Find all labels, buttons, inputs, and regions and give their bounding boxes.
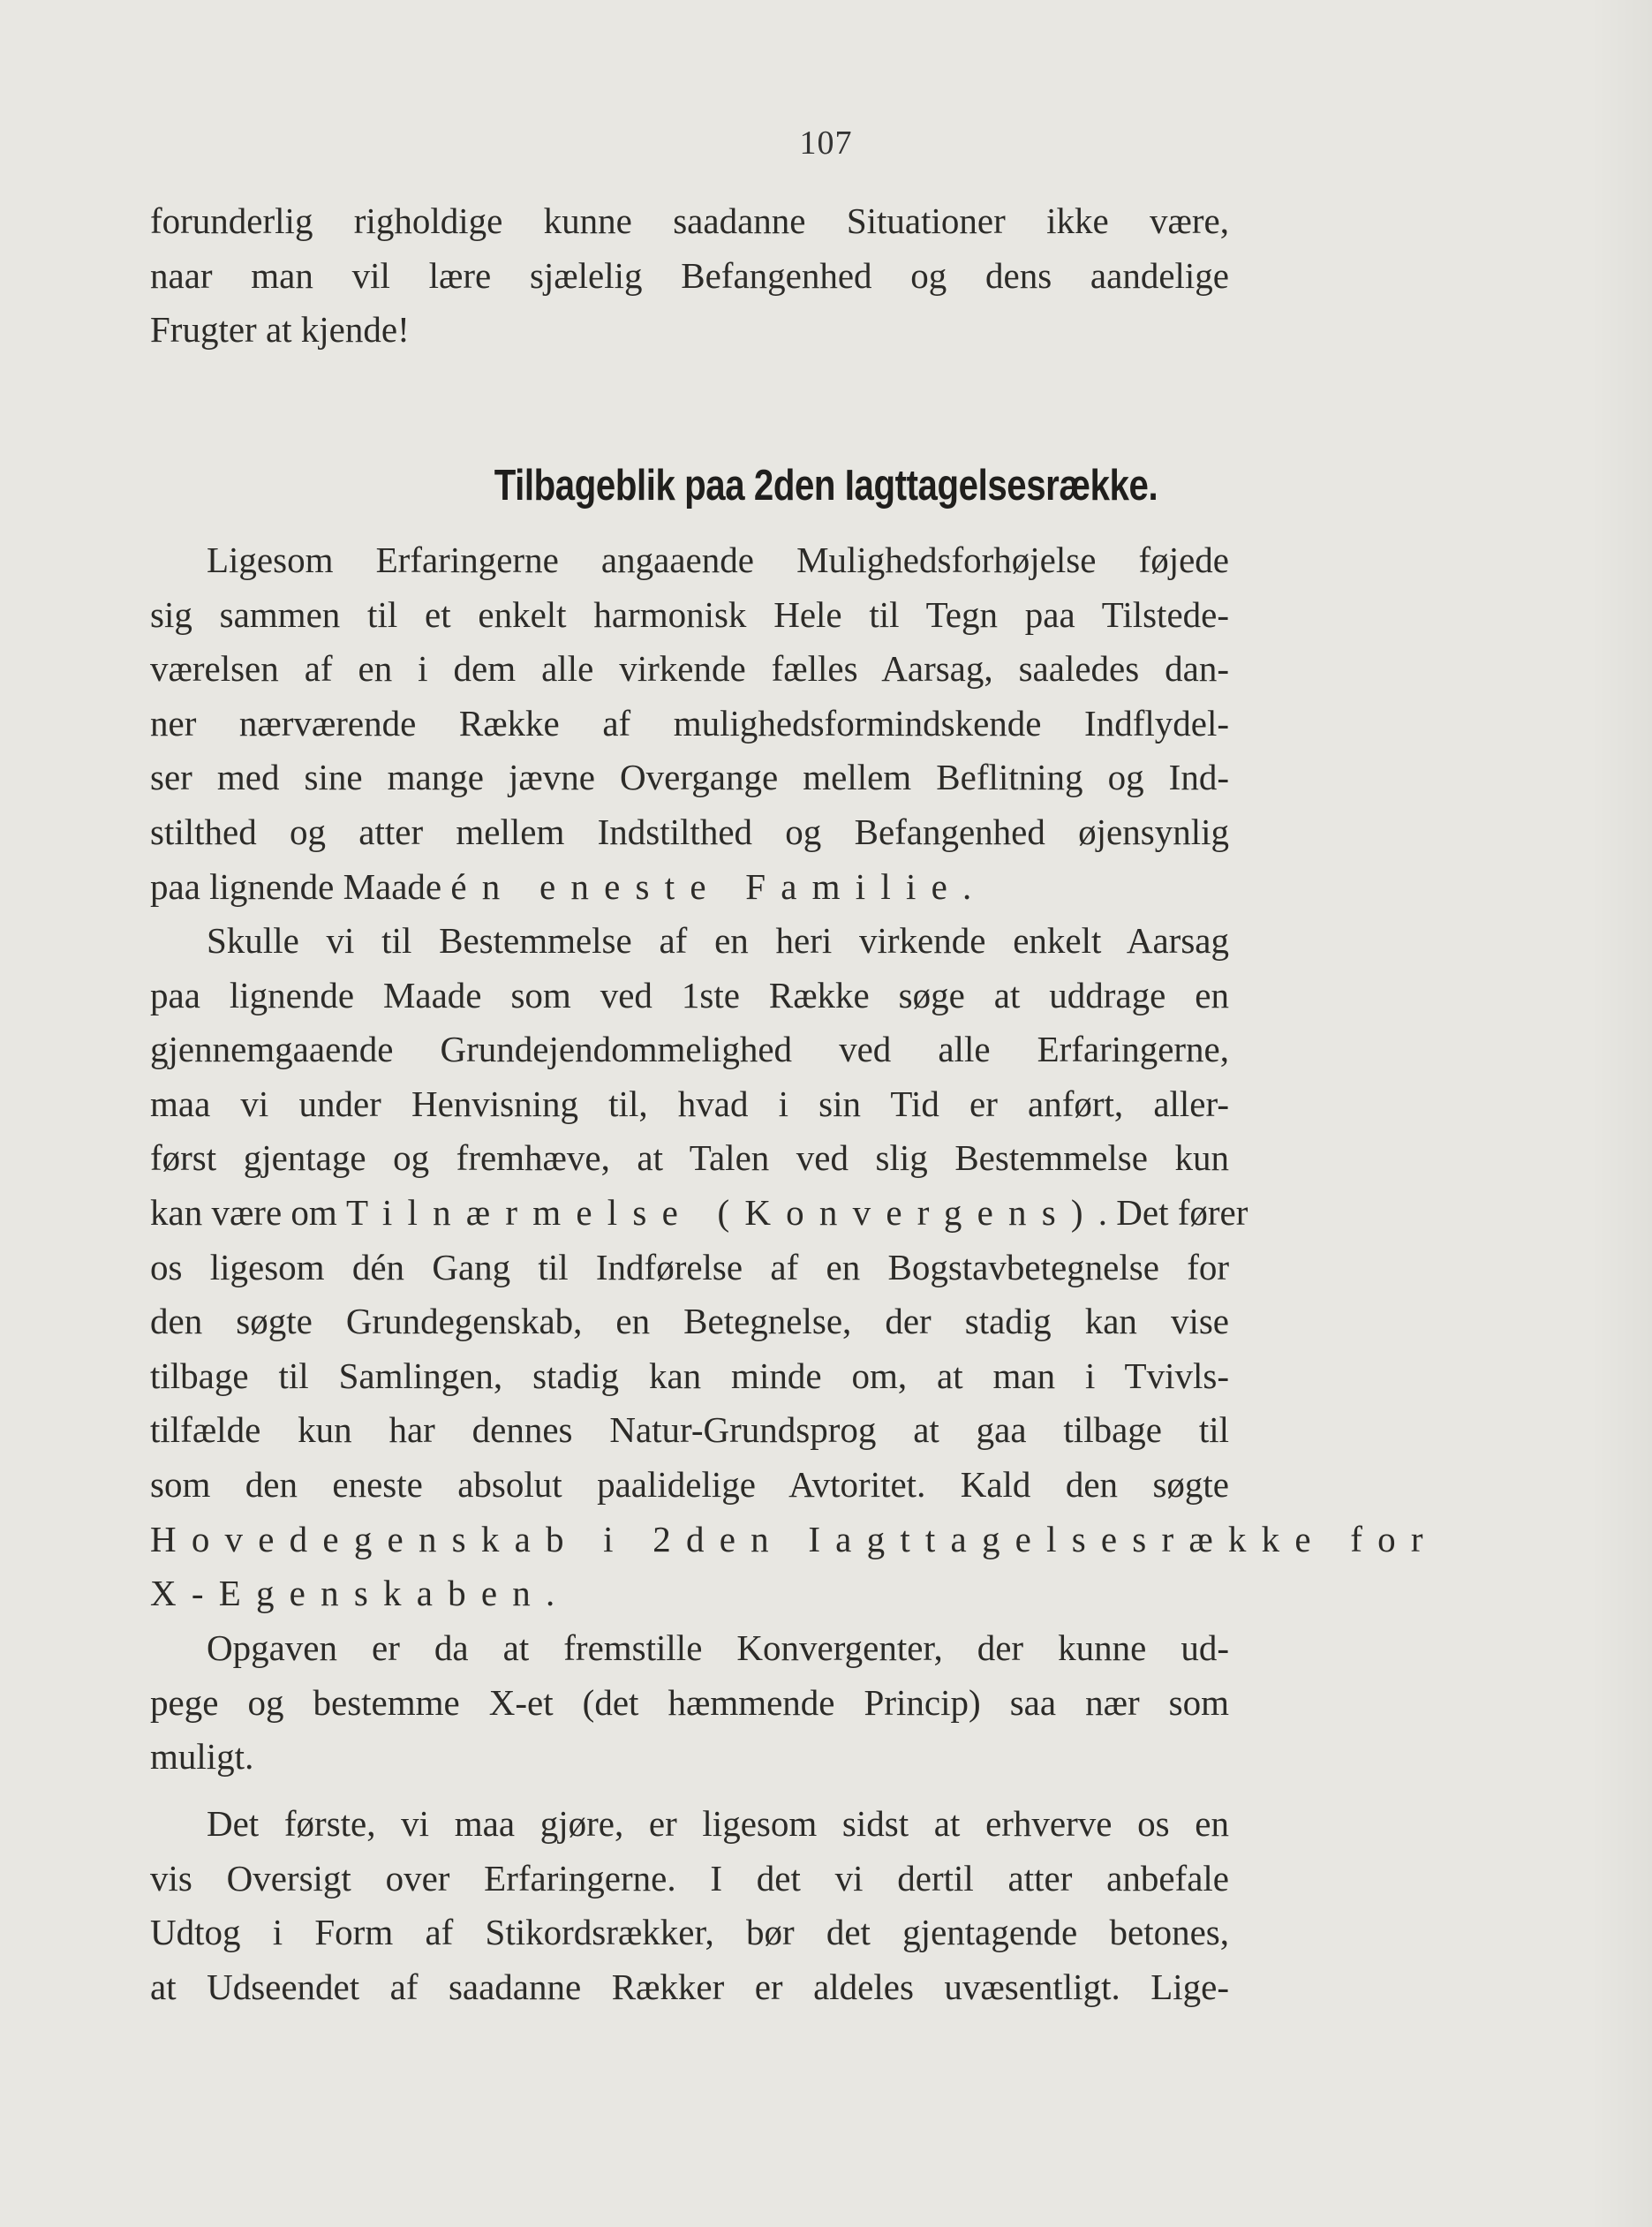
text-line: Opgaven er da at fremstille Konvergenter, der kunne ud- bbox=[207, 1627, 1229, 1668]
text-line: tilbage til Samlingen, stadig kan minde om, at man i Tvivls- bbox=[150, 1355, 1229, 1396]
text-line: maa vi under Henvisning til, hvad i sin Tid er anført, aller- bbox=[150, 1083, 1229, 1124]
text-segment: paa lignende Maade bbox=[150, 865, 451, 907]
spaced-emphasis: én eneste Familie bbox=[450, 865, 963, 907]
text-segment: kan være om bbox=[150, 1191, 347, 1233]
text-line: Det første, vi maa gjøre, er ligesom sidst at erhverve os en bbox=[207, 1803, 1229, 1844]
intro-paragraph bbox=[150, 194, 1229, 358]
text-line: Skulle vi til Bestemmelse af en heri virkende enkelt Aarsag bbox=[207, 920, 1229, 961]
paragraph-3 bbox=[150, 1621, 1229, 1785]
text-line: pege og bestemme X-et (det hæmmende Princip) saa nær som bbox=[150, 1681, 1229, 1723]
text-segment: . bbox=[546, 1573, 555, 1614]
text-segment: . Det fører bbox=[1098, 1191, 1248, 1233]
text-line: tilfælde kun har dennes Natur-Grundsprog at gaa tilbage til bbox=[150, 1409, 1229, 1451]
section-heading: Tilbageblik paa 2den Iagttagelsesrække. bbox=[494, 462, 1158, 510]
text-line: muligt. bbox=[150, 1736, 254, 1778]
text-line: paa lignende Maade som ved 1ste Række søge at uddrage en bbox=[150, 974, 1229, 1015]
text-line: naar man vil lære sjælelig Befangenhed og dens aandelige bbox=[150, 254, 1229, 296]
text-line: Ligesom Erfaringerne angaaende Mulighedsforhøjelse føjede bbox=[207, 540, 1229, 580]
text-line: stilthed og atter mellem Indstilthed og Befangenhed øjensynlig bbox=[150, 811, 1229, 852]
text-line bbox=[150, 1566, 1229, 1621]
text-line bbox=[150, 860, 1229, 915]
text-line: vis Oversigt over Erfaringerne. I det vi dertil atter anbefale bbox=[150, 1857, 1229, 1899]
text-line: værelsen af en i dem alle virkende fælles Aarsag, saaledes dan- bbox=[150, 648, 1229, 690]
spaced-emphasis-line: Hovedegenskab i 2den Iagttagelsesrække for bbox=[150, 1518, 1438, 1559]
paragraph-2 bbox=[150, 914, 1438, 1621]
text-line: som den eneste absolut paalidelige Avtoritet. Kald den søgte bbox=[150, 1463, 1229, 1505]
spaced-emphasis: X-Egenskaben bbox=[150, 1573, 546, 1614]
text-line: os ligesom dén Gang til Indførelse af en Bogstavbetegnelse for bbox=[150, 1246, 1229, 1287]
text-line: Frugter at kjende! bbox=[150, 309, 410, 351]
text-line: ser med sine mange jævne Overgange mellem Beflitning og Ind- bbox=[150, 757, 1229, 798]
text-segment: . bbox=[962, 865, 972, 907]
spaced-emphasis: Tilnærmelse (Konvergens) bbox=[346, 1191, 1098, 1233]
text-line: Udtog i Form af Stikordsrækker, bør det gjentagende betones, bbox=[150, 1912, 1229, 1953]
text-line bbox=[150, 1186, 1248, 1241]
text-line: sig sammen til et enkelt harmonisk Hele til Tegn paa Tilstede- bbox=[150, 593, 1229, 635]
text-line: ner nærværende Række af mulighedsformindskende Indflydel- bbox=[150, 702, 1229, 744]
paragraph-1 bbox=[150, 533, 1229, 914]
paragraph-4 bbox=[150, 1797, 1229, 2014]
text-line: gjennemgaaende Grundejendommelighed ved alle Erfaringerne, bbox=[150, 1029, 1229, 1070]
text-line: først gjentage og fremhæve, at Talen ved slig Bestemmelse kun bbox=[150, 1137, 1229, 1179]
page-edge-shadow bbox=[1590, 0, 1652, 2227]
page-number: 107 bbox=[799, 125, 853, 162]
text-line: den søgte Grundegenskab, en Betegnelse, der stadig kan vise bbox=[150, 1301, 1229, 1342]
text-line: at Udseendet af saadanne Rækker er aldeles uvæsentligt. Lige- bbox=[150, 1966, 1229, 2007]
text-line: forunderlig righoldige kunne saadanne Situationer ikke være, bbox=[150, 200, 1229, 241]
